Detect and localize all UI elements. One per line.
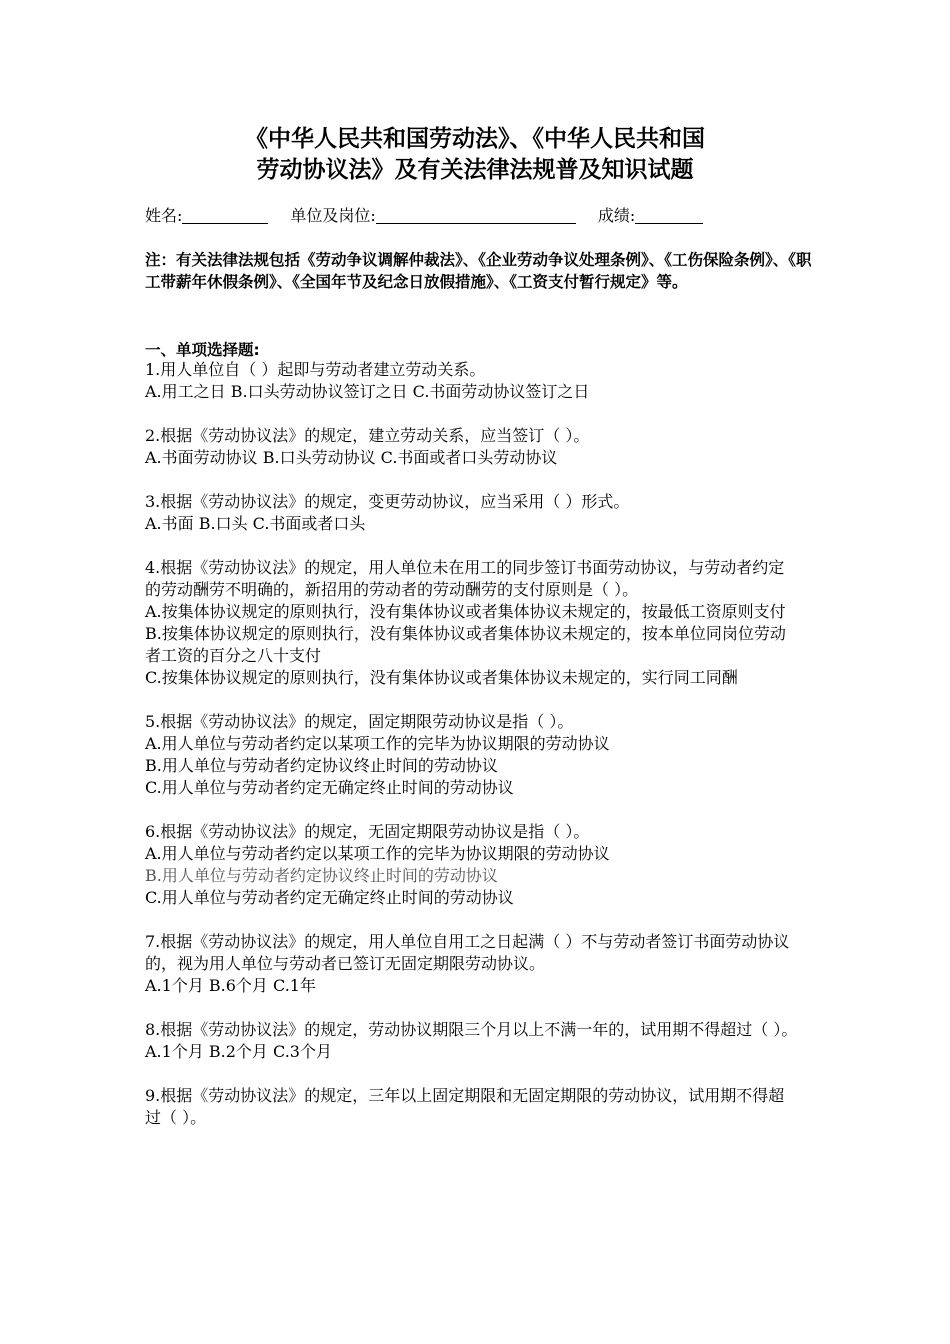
question-option: A.书面劳动协议 B.口头劳动协议 C.书面或者口头劳动协议 [145, 448, 558, 467]
question-option: A.用人单位与劳动者约定以某项工作的完毕为协议期限的劳动协议 [145, 844, 610, 863]
question-stem: 2.根据《劳动协议法》的规定，建立劳动关系，应当签订（ ）。 [145, 426, 590, 445]
question-option: C.按集体协议规定的原则执行，没有集体协议或者集体协议未规定的，实行同工同酬 [145, 668, 738, 687]
question-item [145, 491, 800, 535]
question-stem: 9.根据《劳动协议法》的规定，三年以上固定期限和无固定期限的劳动协议，试用期不得超过（ ）。 [145, 1086, 785, 1127]
score-label: 成绩: [597, 206, 636, 225]
question-stem: 6.根据《劳动协议法》的规定，无固定期限劳动协议是指（ ）。 [145, 822, 590, 841]
question-item [145, 931, 800, 997]
question-option: C.用人单位与劳动者约定无确定终止时间的劳动协议 [145, 888, 514, 907]
section-title: 一、单项选择题: [145, 341, 260, 359]
question-item [145, 711, 800, 799]
question-item [145, 821, 800, 909]
question-option: A.用人单位与劳动者约定以某项工作的完毕为协议期限的劳动协议 [145, 734, 610, 753]
question-item [145, 425, 800, 469]
question-list [145, 359, 800, 1151]
name-blank[interactable] [182, 207, 268, 224]
question-item [145, 359, 800, 403]
note-paragraph: 注：有关法律法规包括《劳动争议调解仲裁法》、《企业劳动争议处理条例》、《工伤保险条例》、《职工带薪年休假条例》、《全国年节及纪念日放假措施》、《工资支付暂行规定》等。 [145, 251, 812, 291]
name-label: 姓名: [145, 206, 183, 225]
document-title-line-2: 劳动协议法》及有关法律法规普及知识试题 [256, 157, 694, 183]
question-option: C.用人单位与劳动者约定无确定终止时间的劳动协议 [145, 778, 514, 797]
question-stem: 3.根据《劳动协议法》的规定，变更劳动协议，应当采用（ ）形式。 [145, 492, 630, 511]
question-option: B.用人单位与劳动者约定协议终止时间的劳动协议 [145, 866, 498, 885]
question-stem: 5.根据《劳动协议法》的规定，固定期限劳动协议是指（ ）。 [145, 712, 574, 731]
question-option: B.按集体协议规定的原则执行，没有集体协议或者集体协议未规定的，按本单位同岗位劳动者工资的百分之八十支付 [145, 624, 786, 665]
question-stem: 1.用人单位自（ ）起即与劳动者建立劳动关系。 [145, 360, 486, 379]
info-fields [145, 205, 703, 227]
question-stem: 7.根据《劳动协议法》的规定，用人单位自用工之日起满（ ）不与劳动者签订书面劳动协议的，视为用人单位与劳动者已签订无固定期限劳动协议。 [145, 932, 790, 973]
question-option: B.用人单位与劳动者约定协议终止时间的劳动协议 [145, 756, 498, 775]
question-item [145, 1019, 800, 1063]
question-stem: 8.根据《劳动协议法》的规定，劳动协议期限三个月以上不满一年的，试用期不得超过（ ）。 [145, 1020, 798, 1039]
unit-blank[interactable] [376, 207, 576, 224]
question-stem: 4.根据《劳动协议法》的规定，用人单位未在用工的同步签订书面劳动协议，与劳动者约定的劳动酬劳不明确的，新招用的劳动者的劳动酬劳的支付原则是（ ）。 [145, 558, 785, 599]
score-blank[interactable] [635, 207, 703, 224]
question-option: A.按集体协议规定的原则执行，没有集体协议或者集体协议未规定的，按最低工资原则支付 [145, 602, 786, 621]
question-option: A.1个月 B.6个月 C.1年 [145, 976, 316, 995]
question-option: A.1个月 B.2个月 C.3个月 [145, 1042, 332, 1061]
question-item [145, 1085, 800, 1129]
document-title-line-1: 《中华人民共和国劳动法》、《中华人民共和国 [245, 126, 705, 152]
question-option: A.书面 B.口头 C.书面或者口头 [145, 514, 366, 533]
question-item [145, 557, 800, 689]
unit-label: 单位及岗位: [290, 206, 376, 225]
question-option: A.用工之日 B.口头劳动协议签订之日 C.书面劳动协议签订之日 [145, 382, 590, 401]
